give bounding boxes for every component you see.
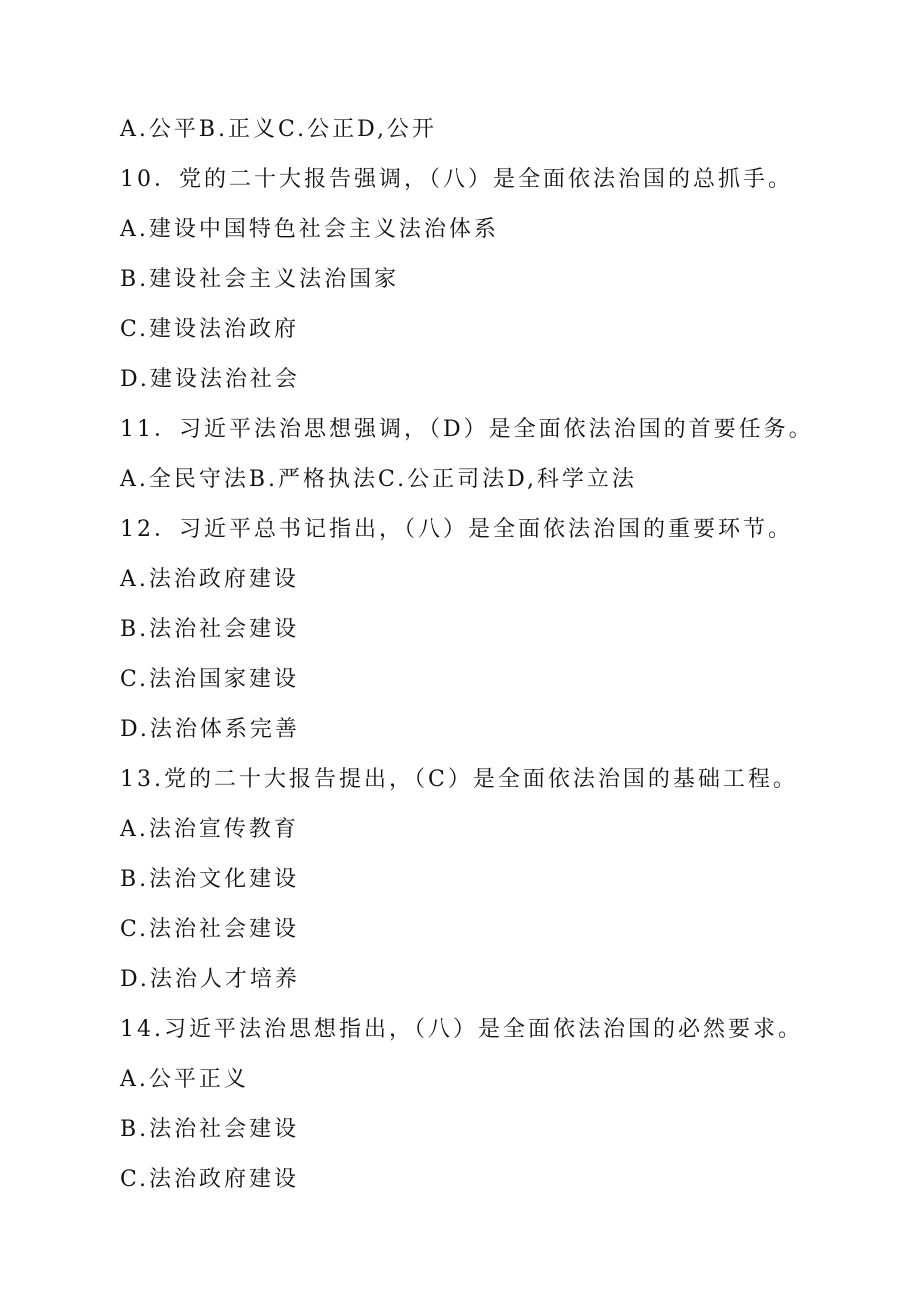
option-a-q13: A.法治宣传教育	[120, 817, 299, 842]
question-10: 10．党的二十大报告强调，（八）是全面依法治国的总抓手。	[120, 167, 793, 192]
option-d-q10: D.建设法治社会	[120, 367, 300, 392]
option-c-q13: C.法治社会建设	[120, 917, 300, 942]
option-b-q14: B.法治社会建设	[120, 1117, 300, 1142]
option-line-q11: A.全民守法B.严格执法C.公正司法D,科学立法	[120, 467, 637, 492]
option-a-q10: A.建设中国特色社会主义法治体系	[120, 217, 499, 242]
document-page	[120, 105, 900, 1205]
question-12: 12．习近平总书记指出，（八）是全面依法治国的重要环节。	[120, 517, 793, 542]
option-c-q14: C.法治政府建设	[120, 1167, 300, 1192]
option-d-q13: D.法治人才培养	[120, 967, 300, 992]
option-b-q10: B.建设社会主义法治国家	[120, 267, 400, 292]
option-b-q12: B.法治社会建设	[120, 617, 300, 642]
option-a-q14: A.公平正义	[120, 1067, 249, 1092]
question-11: 11．习近平法治思想强调，（D）是全面依法治国的首要任务。	[120, 417, 814, 442]
question-14: 14.习近平法治思想指出，（八）是全面依法治国的必然要求。	[120, 1017, 803, 1042]
option-a-q12: A.法治政府建设	[120, 567, 299, 592]
option-line-q9: A.公平B.正义C.公正D,公开	[120, 117, 437, 142]
option-d-q12: D.法治体系完善	[120, 717, 300, 742]
option-c-q12: C.法治国家建设	[120, 667, 300, 692]
option-b-q13: B.法治文化建设	[120, 867, 300, 892]
option-c-q10: C.建设法治政府	[120, 317, 300, 342]
question-13: 13.党的二十大报告提出，（C）是全面依法治国的基础工程。	[120, 767, 798, 792]
